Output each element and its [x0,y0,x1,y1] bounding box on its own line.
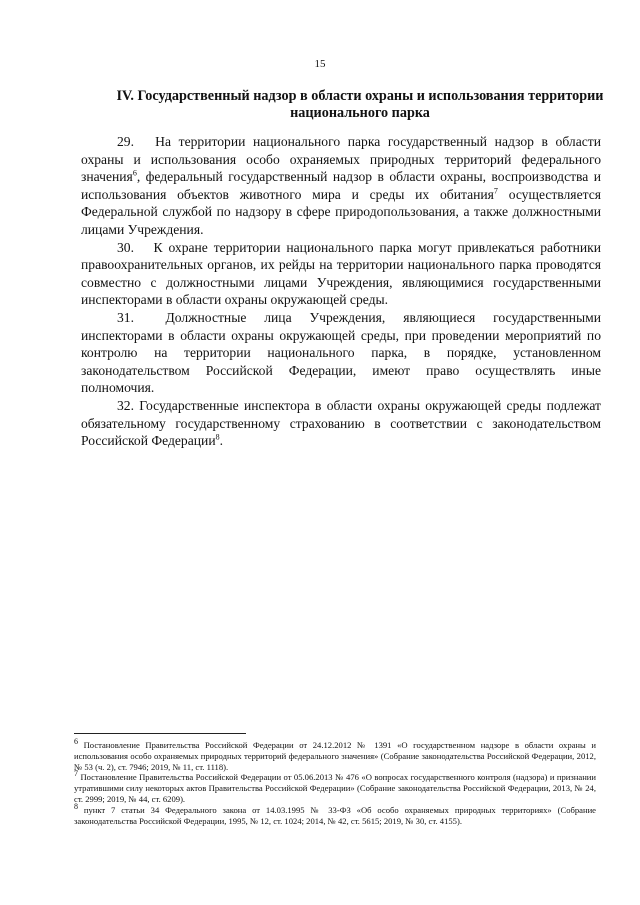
footnote-ref: 8 [215,432,220,442]
paragraph-29 [81,133,601,239]
paragraph-text: 32. Государственные инспектора в области охраны окружающей среды подлежат обязательному государственному страхованию в соответствии с законодательством Российской Федерации [81,397,601,449]
footnote-7 [74,769,596,804]
paragraph-30 [81,239,601,309]
page-number: 15 [314,58,326,70]
footnote-mark: 6 [74,737,78,747]
paragraph-text: . [219,433,223,449]
footnote-ref: 6 [132,168,137,178]
footnote-mark: 8 [74,801,78,811]
paragraph-text: 29. На территории национального парка государственный надзор в области охраны и использования особо охраняемых природных территорий федерального значения [81,134,601,185]
paragraph-32 [81,397,601,450]
paragraph-text: , федеральный государственный надзор в области охраны, воспроизводства и использования объектов животного мира и среды их обитания [81,169,601,202]
paragraph-text: 30. К охране территории национального парка могут привлекаться работники правоохранительных органов, их рейды на территории национального парка проводятся совместно с должностными лицами Учреждения, являющимися государственными инспекторами в области охраны окружающей среды. [81,239,601,308]
section-title: IV. Государственный надзор в области охраны и использования территории национального парка [116,88,604,121]
footnote-text: Постановление Правительства Российской Федерации от 24.12.2012 № 1391 «О государственном надзоре в области охраны и использования особо охраняемых природных территорий федерального значения» (Собрание законодательства Российской Федерации, 2012, № 53 (ч. 2), ст. 7946; 2019, № 11, ст. 1118). [74,740,596,772]
footnote-ref: 7 [493,186,498,196]
footnote-divider [74,733,246,734]
body-text [81,133,601,450]
footnote-6 [74,737,596,772]
paragraph-text: 31. Должностные лица Учреждения, являющиеся государственными инспекторами в области охраны окружающей среды, при проведении мероприятий по контролю на территории национального парка, в порядке, установленном законодательством Российской Федерации, имеют право осуществлять иные полномочия. [81,309,601,396]
footnote-text: пункт 7 статьи 34 Федерального закона от 14.03.1995 № 33-ФЗ «Об особо охраняемых природных территориях» (Собрание законодательства Российской Федерации, 1995, № 12, ст. 1024; 2014, № 42, ст. 5615; 2019, № 30, ст. 4155). [74,804,596,826]
footnote-mark: 7 [74,769,78,779]
paragraph-31 [81,309,601,397]
footnotes [74,737,596,826]
footnote-text: Постановление Правительства Российской Федерации от 05.06.2013 № 476 «О вопросах государственного контроля (надзора) и признании утратившими силу некоторых актов Правительства Российской Федерации» (Собрание законодательства Российской Федерации, 2013, № 24, ст. 2999; 2019, № 44, ст. 6209). [74,772,596,804]
footnote-8 [74,801,596,827]
paragraph-text: осуществляется Федеральной службой по надзору в сфере природопользования, а также должностными лицами Учреждения. [81,186,601,237]
